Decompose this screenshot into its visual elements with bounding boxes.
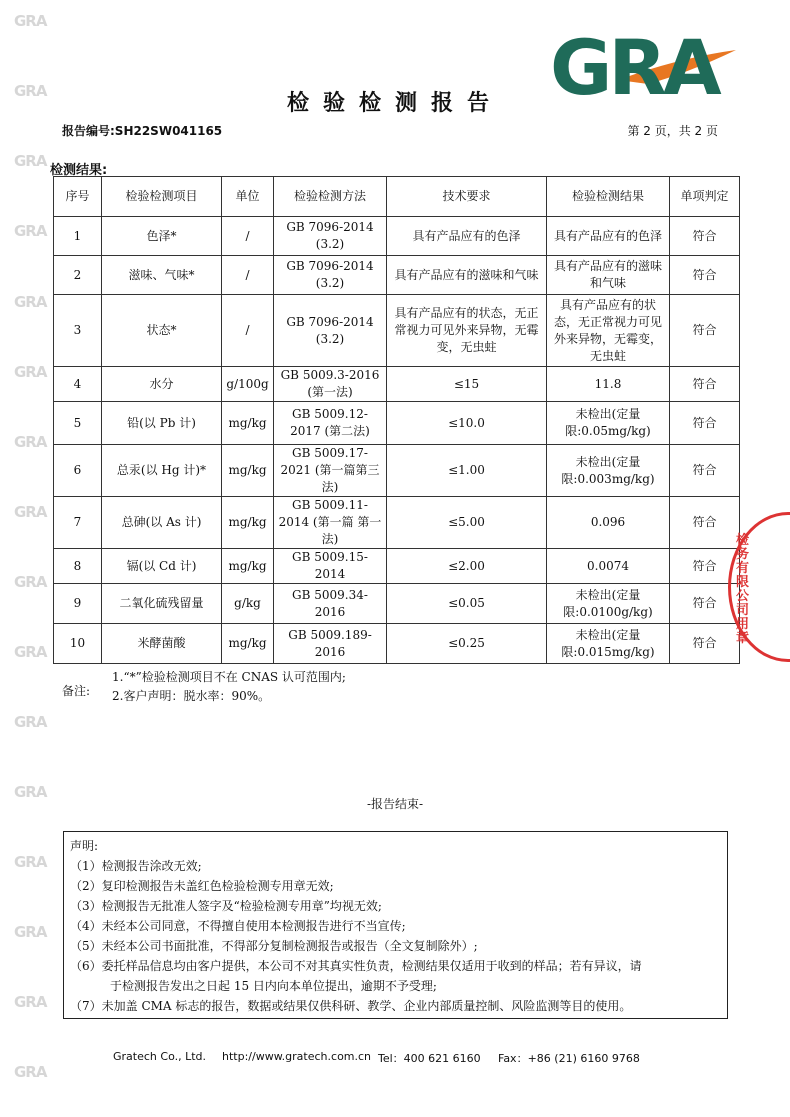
row-method-cell: GB 5009.17-2021 (第一篇第三法) — [274, 445, 387, 497]
declaration-item: （6）委托样品信息均由客户提供，本公司不对其真实性负责，检测结果仅适用于收到的样品；若有异议，请 — [70, 959, 642, 973]
watermark: GRA — [14, 783, 47, 801]
row-requirement-cell: 具有产品应有的滋味和气味 — [387, 256, 547, 295]
watermark: GRA — [14, 993, 47, 1011]
row-no-cell: 10 — [54, 624, 102, 664]
table-row — [54, 367, 740, 402]
row-judgement-cell: 符合 — [670, 624, 740, 664]
table-row — [54, 624, 740, 664]
watermark: GRA — [14, 433, 47, 451]
row-judgement-cell: 符合 — [670, 549, 740, 584]
row-result-cell: 0.0074 — [547, 549, 670, 584]
row-method-cell: GB 7096-2014 (3.2) — [274, 256, 387, 295]
table-row — [54, 256, 740, 295]
header-cell: 技术要求 — [387, 177, 547, 217]
row-no-cell: 5 — [54, 402, 102, 445]
row-method-cell: GB 5009.11-2014 (第一篇 第一法) — [274, 497, 387, 549]
declaration-box — [63, 831, 728, 1019]
watermark: GRA — [14, 12, 47, 30]
watermark: GRA — [14, 293, 47, 311]
results-table — [53, 176, 740, 664]
table-row — [54, 445, 740, 497]
row-item-cell: 状态* — [102, 295, 222, 367]
declaration-item: （3）检测报告无批准人签字及“检验检测专用章”均视无效; — [70, 899, 382, 913]
row-method-cell: GB 7096-2014 (3.2) — [274, 295, 387, 367]
notes-label: 备注: — [62, 684, 91, 698]
row-item-cell: 米酵菌酸 — [102, 624, 222, 664]
row-requirement-cell: ≤1.00 — [387, 445, 547, 497]
row-unit-cell: mg/kg — [222, 497, 274, 549]
red-stamp — [728, 512, 790, 662]
row-item-cell: 镉(以 Cd 计) — [102, 549, 222, 584]
row-unit-cell: / — [222, 256, 274, 295]
watermark: GRA — [14, 82, 47, 100]
header-cell: 单位 — [222, 177, 274, 217]
table-row — [54, 217, 740, 256]
row-no-cell: 6 — [54, 445, 102, 497]
header-cell: 检验检测方法 — [274, 177, 387, 217]
row-no-cell: 7 — [54, 497, 102, 549]
row-item-cell: 色泽* — [102, 217, 222, 256]
row-no-cell: 2 — [54, 256, 102, 295]
row-unit-cell: g/kg — [222, 584, 274, 624]
row-no-cell: 8 — [54, 549, 102, 584]
watermark: GRA — [14, 853, 47, 871]
row-result-cell: 具有产品应有的状态，无正常视力可见外来异物，无霉变，无虫蛀 — [547, 295, 670, 367]
table-row — [54, 295, 740, 367]
row-result-cell: 11.8 — [547, 367, 670, 402]
row-no-cell: 9 — [54, 584, 102, 624]
row-result-cell: 未检出(定量限:0.015mg/kg) — [547, 624, 670, 664]
row-unit-cell: mg/kg — [222, 402, 274, 445]
row-result-cell: 未检出(定量限:0.05mg/kg) — [547, 402, 670, 445]
header-cell: 单项判定 — [670, 177, 740, 217]
footer-fax: Fax：+86 (21) 6160 9768 — [498, 1052, 640, 1065]
watermark: GRA — [14, 713, 47, 731]
row-item-cell: 二氧化硫残留量 — [102, 584, 222, 624]
row-judgement-cell: 符合 — [670, 402, 740, 445]
row-item-cell: 总汞(以 Hg 计)* — [102, 445, 222, 497]
watermark: GRA — [14, 363, 47, 381]
row-item-cell: 铅(以 Pb 计) — [102, 402, 222, 445]
row-no-cell: 4 — [54, 367, 102, 402]
watermark: GRA — [14, 222, 47, 240]
row-no-cell: 1 — [54, 217, 102, 256]
row-judgement-cell: 符合 — [670, 445, 740, 497]
declaration-item: （4）未经本公司同意，不得擅自使用本检测报告进行不当宣传; — [70, 919, 406, 933]
row-unit-cell: / — [222, 295, 274, 367]
row-requirement-cell: ≤2.00 — [387, 549, 547, 584]
row-requirement-cell: 具有产品应有的色泽 — [387, 217, 547, 256]
row-judgement-cell: 符合 — [670, 497, 740, 549]
row-unit-cell: / — [222, 217, 274, 256]
row-judgement-cell: 符合 — [670, 256, 740, 295]
row-result-cell: 具有产品应有的滋味和气味 — [547, 256, 670, 295]
row-item-cell: 水分 — [102, 367, 222, 402]
row-judgement-cell: 符合 — [670, 367, 740, 402]
header-cell: 检验检测结果 — [547, 177, 670, 217]
row-requirement-cell: 具有产品应有的状态，无正常视力可见外来异物，无霉变，无虫蛀 — [387, 295, 547, 367]
row-result-cell: 未检出(定量限:0.0100g/kg) — [547, 584, 670, 624]
table-header-row — [54, 177, 740, 217]
row-method-cell: GB 5009.3-2016 (第一法) — [274, 367, 387, 402]
row-method-cell: GB 5009.189-2016 — [274, 624, 387, 664]
row-unit-cell: g/100g — [222, 367, 274, 402]
row-requirement-cell: ≤0.25 — [387, 624, 547, 664]
watermark: GRA — [14, 643, 47, 661]
row-method-cell: GB 7096-2014 (3.2) — [274, 217, 387, 256]
report-title: 检验检测报告 — [286, 91, 503, 116]
footer-website: http://www.gratech.com.cn — [222, 1050, 372, 1063]
declaration-item: （2）复印检测报告未盖红色检验检测专用章无效; — [70, 879, 334, 893]
watermark: GRA — [14, 573, 47, 591]
row-no-cell: 3 — [54, 295, 102, 367]
declaration-item: （7）未加盖 CMA 标志的报告，数据或结果仅供科研、教学、企业内部质量控制、风险监测等目的使用。 — [70, 999, 632, 1013]
header-cell: 序号 — [54, 177, 102, 217]
note-line: 2.客户声明：脱水率：90%。 — [112, 689, 271, 703]
row-unit-cell: mg/kg — [222, 445, 274, 497]
table-row — [54, 549, 740, 584]
footer-company: Gratech Co., Ltd. — [113, 1050, 207, 1063]
row-judgement-cell: 符合 — [670, 295, 740, 367]
footer-tel: Tel：400 621 6160 — [378, 1052, 481, 1065]
notes — [112, 668, 346, 706]
row-judgement-cell: 符合 — [670, 217, 740, 256]
row-result-cell: 具有产品应有的色泽 — [547, 217, 670, 256]
declaration-item: 于检测报告发出之日起 15 日内向本单位提出，逾期不予受理; — [110, 979, 437, 993]
watermark: GRA — [14, 152, 47, 170]
row-item-cell: 总砷(以 As 计) — [102, 497, 222, 549]
row-method-cell: GB 5009.15-2014 — [274, 549, 387, 584]
watermark: GRA — [14, 503, 47, 521]
declaration-title: 声明: — [70, 839, 99, 853]
logo-text: GRA — [550, 23, 718, 112]
row-judgement-cell: 符合 — [670, 584, 740, 624]
table-row — [54, 584, 740, 624]
row-unit-cell: mg/kg — [222, 549, 274, 584]
header-cell: 检验检测项目 — [102, 177, 222, 217]
watermark: GRA — [14, 923, 47, 941]
declaration-item: （1）检测报告涂改无效; — [70, 859, 202, 873]
stamp-text: 检务有限公司用章 — [736, 533, 750, 646]
row-result-cell: 0.096 — [547, 497, 670, 549]
row-method-cell: GB 5009.34-2016 — [274, 584, 387, 624]
results-label: 检测结果: — [50, 163, 108, 178]
row-unit-cell: mg/kg — [222, 624, 274, 664]
page-number: 第 2 页，共 2 页 — [627, 124, 718, 138]
table-row — [54, 402, 740, 445]
row-requirement-cell: ≤15 — [387, 367, 547, 402]
row-result-cell: 未检出(定量限:0.003mg/kg) — [547, 445, 670, 497]
table-row — [54, 497, 740, 549]
row-requirement-cell: ≤5.00 — [387, 497, 547, 549]
report-end-mark: -报告结束- — [366, 797, 424, 811]
row-requirement-cell: ≤10.0 — [387, 402, 547, 445]
row-requirement-cell: ≤0.05 — [387, 584, 547, 624]
row-item-cell: 滋味、气味* — [102, 256, 222, 295]
note-line: 1.“*”检验检测项目不在 CNAS 认可范围内; — [112, 670, 346, 684]
watermark: GRA — [14, 1063, 47, 1081]
row-method-cell: GB 5009.12-2017 (第二法) — [274, 402, 387, 445]
report-number: 报告编号:SH22SW041165 — [62, 124, 223, 138]
declaration-item: （5）未经本公司书面批准，不得部分复制检测报告或报告（全文复制除外）; — [70, 939, 478, 953]
